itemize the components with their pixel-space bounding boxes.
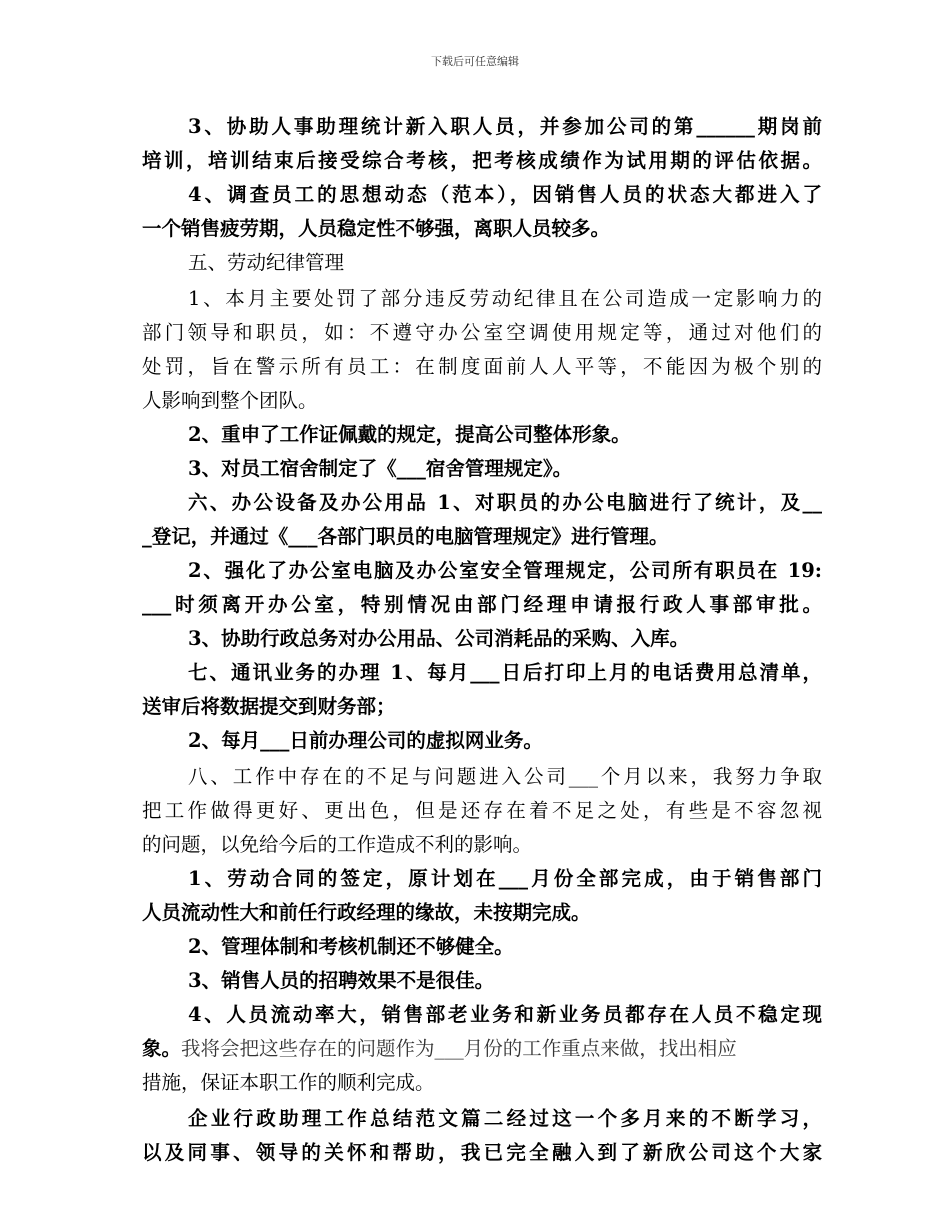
text-line-content: 六、办公设备及办公用品 1、对职员的办公电脑进行了统计，及__	[188, 491, 822, 514]
text-line-28	[142, 1032, 822, 1066]
text-line-26	[188, 964, 822, 998]
text-line-3	[188, 178, 822, 212]
text-line-content: 2、每月___日前办理公司的虚拟网业务。	[188, 729, 543, 752]
text-line-continuation: 我将会把这些存在的问题作为___月份的工作重点来做，找出相应	[181, 1037, 737, 1060]
page-header: 下载后可任意编辑	[431, 55, 519, 68]
text-line-content: 一个销售疲劳期，人员稳定性不够强，离职人员较多。	[142, 217, 611, 240]
text-line-27	[188, 998, 822, 1032]
text-line-14	[188, 554, 822, 588]
text-line-13	[142, 520, 822, 554]
text-line-content: 3、销售人员的招聘效果不是很佳。	[188, 969, 495, 992]
text-line-11	[188, 452, 822, 486]
text-line-content: 人影响到整个团队。	[142, 389, 318, 412]
text-line-22	[142, 828, 822, 862]
text-line-content: 把工作做得更好、更出色，但是还存在着不足之处，有些是不容忽视	[142, 799, 822, 822]
text-line-content: 处罚，旨在警示所有员工：在制度面前人人平等，不能因为极个别的	[142, 355, 822, 378]
text-line-23	[188, 862, 822, 896]
text-line-7	[142, 316, 822, 350]
text-line-10	[188, 418, 822, 452]
text-line-25	[188, 930, 822, 964]
text-line-4	[142, 212, 822, 246]
text-line-content: 2、重申了工作证佩戴的规定，提高公司整体形象。	[188, 423, 631, 446]
text-line-content: ___时须离开办公室，特别情况由部门经理申请报行政人事部审批。	[142, 593, 822, 616]
text-line-content: 七、通讯业务的办理 1、每月___日后打印上月的电话费用总清单，	[188, 661, 822, 684]
text-line-content: _登记，并通过《___各部门职员的电脑管理规定》进行管理。	[142, 525, 669, 548]
text-line-content: 2、管理体制和考核机制还不够健全。	[188, 935, 514, 958]
text-line-12	[188, 486, 822, 520]
text-line-content: 培训，培训结束后接受综合考核，把考核成绩作为试用期的评估依据。	[142, 149, 822, 172]
text-line-24	[142, 896, 822, 930]
text-line-30	[188, 1102, 822, 1136]
text-line-content: 1、劳动合同的签定，原计划在___月份全部完成，由于销售部门	[188, 867, 822, 890]
text-line-19	[188, 724, 822, 758]
text-line-content: 措施，保证本职工作的顺利完成。	[142, 1071, 435, 1094]
text-line-5	[188, 246, 822, 280]
text-line-1	[188, 110, 822, 144]
text-line-15	[142, 588, 822, 622]
text-line-16	[188, 622, 822, 656]
text-line-content: 3、协助人事助理统计新入职人员，并参加公司的第______期岗前	[188, 115, 822, 138]
text-line-9	[142, 384, 822, 418]
text-line-21	[142, 794, 822, 828]
text-line-content: 五、劳动纪律管理	[188, 251, 345, 274]
text-line-content: 3、协助行政总务对办公用品、公司消耗品的采购、入库。	[188, 627, 690, 650]
text-line-6	[188, 282, 822, 316]
text-line-content: 4、人员流动率大，销售部老业务和新业务员都存在人员不稳定现	[188, 1003, 822, 1026]
text-line-content: 送审后将数据提交到财务部；	[142, 695, 396, 718]
text-line-content: 以及同事、领导的关怀和帮助，我已完全融入到了新欣公司这个大家	[142, 1141, 822, 1164]
text-line-content: 的问题，以免给今后的工作造成不利的影响。	[142, 833, 533, 856]
text-line-29	[142, 1066, 822, 1100]
text-line-content: 3、对员工宿舍制定了《___宿舍管理规定》。	[188, 457, 573, 480]
text-line-content: 部门领导和职员，如：不遵守办公室空调使用规定等，通过对他们的	[142, 321, 822, 344]
text-line-20	[188, 760, 822, 794]
text-line-content: 八、工作中存在的不足与问题进入公司___个月以来，我努力争取	[188, 765, 822, 788]
text-line-content: 象。	[142, 1037, 182, 1060]
text-line-17	[188, 656, 822, 690]
text-line-18	[142, 690, 822, 724]
text-line-2	[142, 144, 822, 178]
text-line-content: 企业行政助理工作总结范文篇二经过这一个多月来的不断学习，	[188, 1107, 822, 1130]
text-line-content: 人员流动性大和前任行政经理的缘故，未按期完成。	[142, 901, 591, 924]
text-line-content: 2、强化了办公室电脑及办公室安全管理规定，公司所有职员在 19:	[188, 559, 822, 582]
text-line-31	[142, 1136, 822, 1170]
text-line-content: 1、本月主要处罚了部分违反劳动纪律且在公司造成一定影响力的	[188, 287, 822, 310]
text-line-8	[142, 350, 822, 384]
text-line-content: 4、调查员工的思想动态（范本），因销售人员的状态大都进入了	[188, 183, 822, 206]
